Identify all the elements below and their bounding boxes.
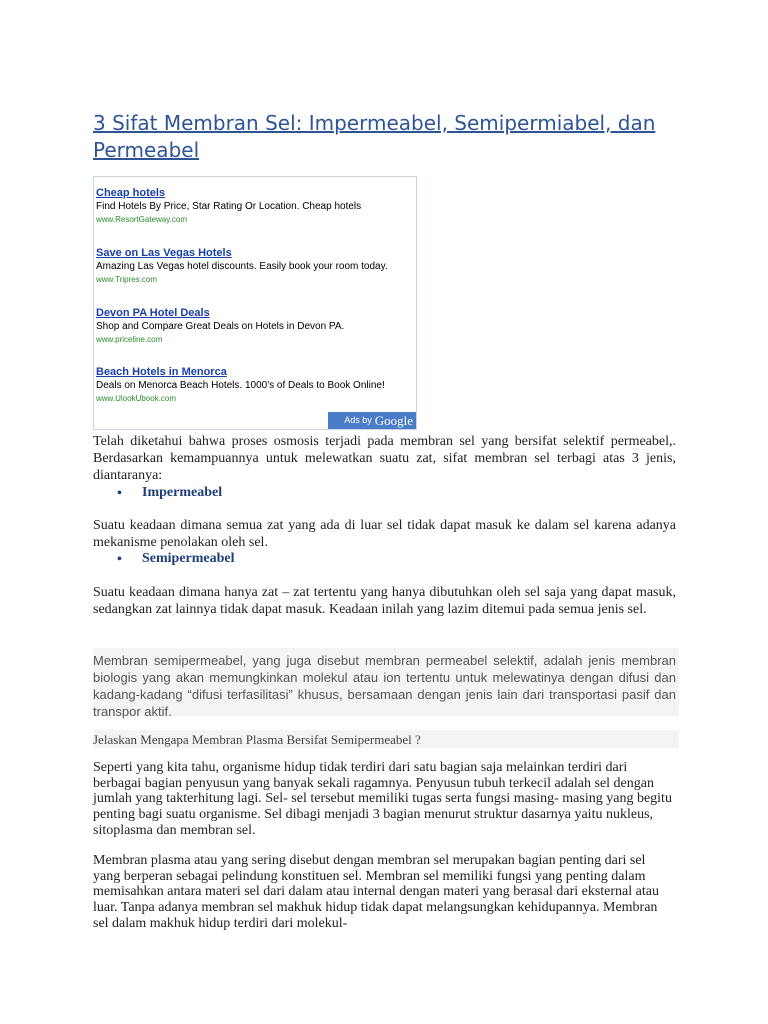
ads-block — [93, 176, 417, 430]
ad-url[interactable]: www.priceline.com — [96, 335, 163, 344]
ad-item — [96, 247, 414, 286]
article-title-link[interactable]: 3 Sifat Membran Sel: Impermeabel, Semipermiabel, dan Permeabel — [93, 111, 656, 162]
body-paragraph-2: Membran plasma atau yang sering disebut dengan membran sel merupakan bagian penting dari sel yang berperan sebagai pelindung konstituen sel. Membran sel memiliki fungsi yang penting dalam memisahkan antara materi sel dari dalam atau internal dengan materi yang berasal dari eksternal atau luar. Tanpa adanya membran sel makhuk hidup tidak dapat melangsungkan kehidupannya. Membran sel dalam makhuk hidup terdiri dari molekul- — [93, 853, 659, 931]
ads-by-label: Ads by — [344, 415, 372, 425]
ad-url[interactable]: www.UlookUbook.com — [96, 394, 177, 403]
impermeabel-description: Suatu keadaan dimana semua zat yang ada di luar sel tidak dapat masuk ke dalam sel karena adanya mekanisme penolakan oleh sel. — [93, 518, 676, 550]
ads-by-google-button[interactable] — [328, 412, 416, 429]
question-heading: Jelaskan Mengapa Membran Plasma Bersifat Semipermeabel ? — [93, 732, 421, 747]
intro-paragraph: Telah diketahui bahwa proses osmosis terjadi pada membran sel yang bersifat selektif permeabel,. Berdasarkan kemampuannya untuk melewatkan suatu zat, sifat membran sel terbagi atas 3 jenis, diantaranya: — [93, 434, 676, 483]
quote-paragraph: Membran semipermeabel, yang juga disebut membran permeabel selektif, adalah jenis membran biologis yang akan memungkinkan molekul atau ion tertentu untuk melewatinya dengan difusi dan kadang-kadang “difusi terfasilitasi” khusus, bersamaan dengan jenis lain dari transportasi pasif dan transpor aktif. — [93, 653, 676, 719]
ad-title-link[interactable]: Cheap hotels — [96, 187, 166, 199]
semipermeabel-description: Suatu keadaan dimana hanya zat – zat tertentu yang hanya dibutuhkan oleh sel saja yang dapat masuk, sedangkan zat lainnya tidak dapat masuk. Keadaan inilah yang lazim ditemui pada semua jenis sel. — [93, 585, 676, 617]
bullet-semipermeabel: Semipermeabel — [142, 551, 235, 566]
google-logo: Google — [374, 413, 413, 428]
ad-description: Amazing Las Vegas hotel discounts. Easily book your room today. — [96, 261, 388, 272]
ad-item — [96, 307, 414, 346]
ad-title-link[interactable]: Save on Las Vegas Hotels — [96, 247, 232, 259]
ad-item — [96, 366, 414, 405]
ad-url[interactable]: www.Tripres.com — [96, 275, 158, 284]
ad-url[interactable]: www.ResortGateway.com — [96, 215, 187, 224]
body-paragraph-1: Seperti yang kita tahu, organisme hidup tidak terdiri dari satu bagian saja melainkan terdiri dari berbagai bagian penyusun yang banyak sekali ragamnya. Penyusun tubuh terkecil adalah sel dengan jumlah yang takterhitung lagi. Sel- sel tersebut memiliki tugas serta fungsi masing- masing yang begitu penting bagi suatu organisme. Sel dibagi menjadi 3 bagian menurut struktur dasarnya yaitu nukleus, sitoplasma dan membran sel. — [93, 760, 672, 838]
bullet-dot-icon: • — [117, 552, 122, 567]
ad-description: Deals on Menorca Beach Hotels. 1000's of Deals to Book Online! — [96, 380, 385, 391]
ad-title-link[interactable]: Beach Hotels in Menorca — [96, 366, 227, 378]
ad-item — [96, 187, 414, 226]
ad-description: Find Hotels By Price, Star Rating Or Location. Cheap hotels — [96, 201, 362, 212]
ad-description: Shop and Compare Great Deals on Hotels in Devon PA. — [96, 321, 345, 332]
bullet-dot-icon: • — [117, 486, 122, 501]
bullet-impermeabel: Impermeabel — [142, 485, 223, 500]
ad-title-link[interactable]: Devon PA Hotel Deals — [96, 307, 210, 319]
